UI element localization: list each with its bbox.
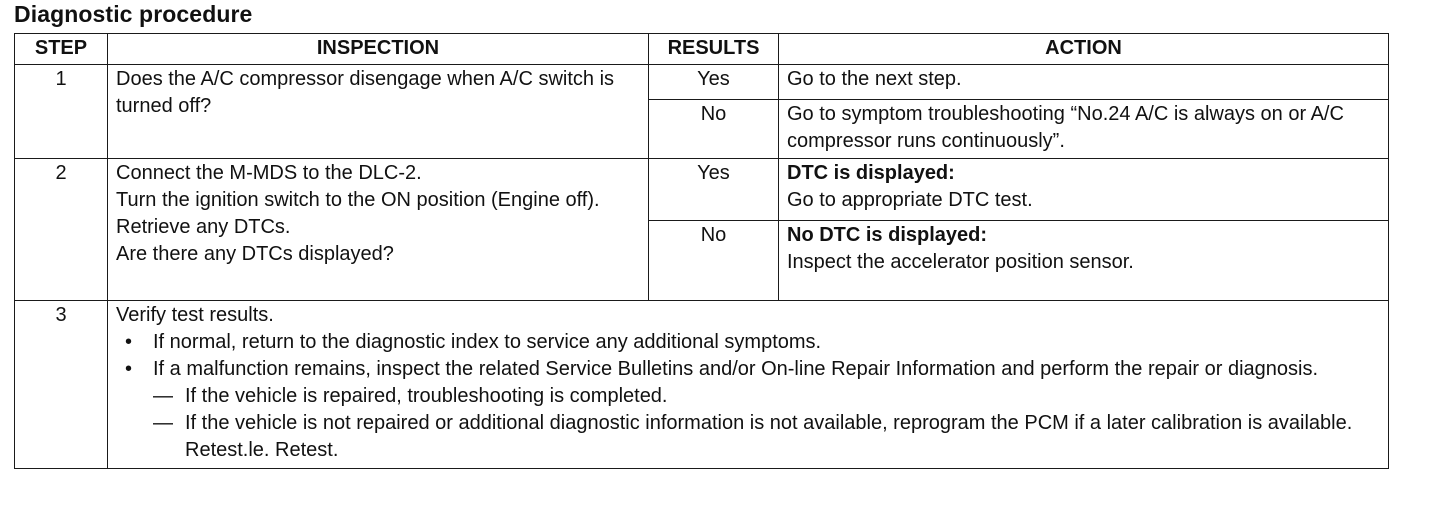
dash-icon: — <box>153 412 173 434</box>
page-title: Diagnostic procedure <box>14 1 253 27</box>
bullet-text: If normal, return to the diagnostic index to service any additional symptoms. <box>153 331 822 353</box>
inspection-line: Turn the ignition switch to the ON position (Engine off). <box>116 189 600 211</box>
step-number: 2 <box>15 159 108 301</box>
verification-cell <box>108 301 1389 469</box>
action-cell: Go to symptom troubleshooting “No.24 A/C is always on or A/C compressor runs continuously”. <box>779 100 1389 159</box>
list-item <box>153 410 1382 464</box>
sub-item-text: If the vehicle is repaired, troubleshooting is completed. <box>185 385 668 407</box>
inspection-cell <box>108 159 649 301</box>
action-cell <box>779 221 1389 301</box>
bullet-text: If a malfunction remains, inspect the related Service Bulletins and/or On-line Repair Information and perform the repair or diagnosis. <box>153 358 1319 380</box>
inspection-line: Retrieve any DTCs. <box>116 216 291 238</box>
inspection-line: Are there any DTCs displayed? <box>116 243 394 265</box>
header-action: ACTION <box>779 34 1389 65</box>
action-heading: No DTC is displayed: <box>787 224 988 246</box>
list-item <box>116 356 1382 464</box>
table-row <box>15 65 1389 100</box>
table-row <box>15 159 1389 221</box>
diagnostic-procedure-table <box>14 33 1389 469</box>
result-cell: Yes <box>649 65 779 100</box>
inspection-line: Connect the M-MDS to the DLC-2. <box>116 162 422 184</box>
header-step: STEP <box>15 34 108 65</box>
list-item <box>153 383 1382 410</box>
sub-item-text: If the vehicle is not repaired or additional diagnostic information is not available, reprogram the PCM if a later calibration is available. Retest.le. Retest. <box>185 412 1353 461</box>
header-inspection: INSPECTION <box>108 34 649 65</box>
sub-list <box>153 383 1382 464</box>
bullet-icon: • <box>125 331 133 353</box>
list-item <box>116 329 1382 356</box>
header-row <box>15 34 1389 65</box>
action-heading: DTC is displayed: <box>787 162 955 184</box>
action-text: Go to appropriate DTC test. <box>787 189 1033 211</box>
table-row <box>15 301 1389 469</box>
result-cell: No <box>649 100 779 159</box>
action-text: Inspect the accelerator position sensor. <box>787 251 1134 273</box>
action-cell <box>779 159 1389 221</box>
result-cell: No <box>649 221 779 301</box>
action-cell: Go to the next step. <box>779 65 1389 100</box>
bullet-icon: • <box>125 358 133 380</box>
step-number: 3 <box>15 301 108 469</box>
verification-intro: Verify test results. <box>116 304 274 326</box>
dash-icon: — <box>153 385 173 407</box>
inspection-cell: Does the A/C compressor disengage when A/C switch is turned off? <box>108 65 649 159</box>
bullet-list <box>116 329 1382 464</box>
step-number: 1 <box>15 65 108 159</box>
header-results: RESULTS <box>649 34 779 65</box>
result-cell: Yes <box>649 159 779 221</box>
